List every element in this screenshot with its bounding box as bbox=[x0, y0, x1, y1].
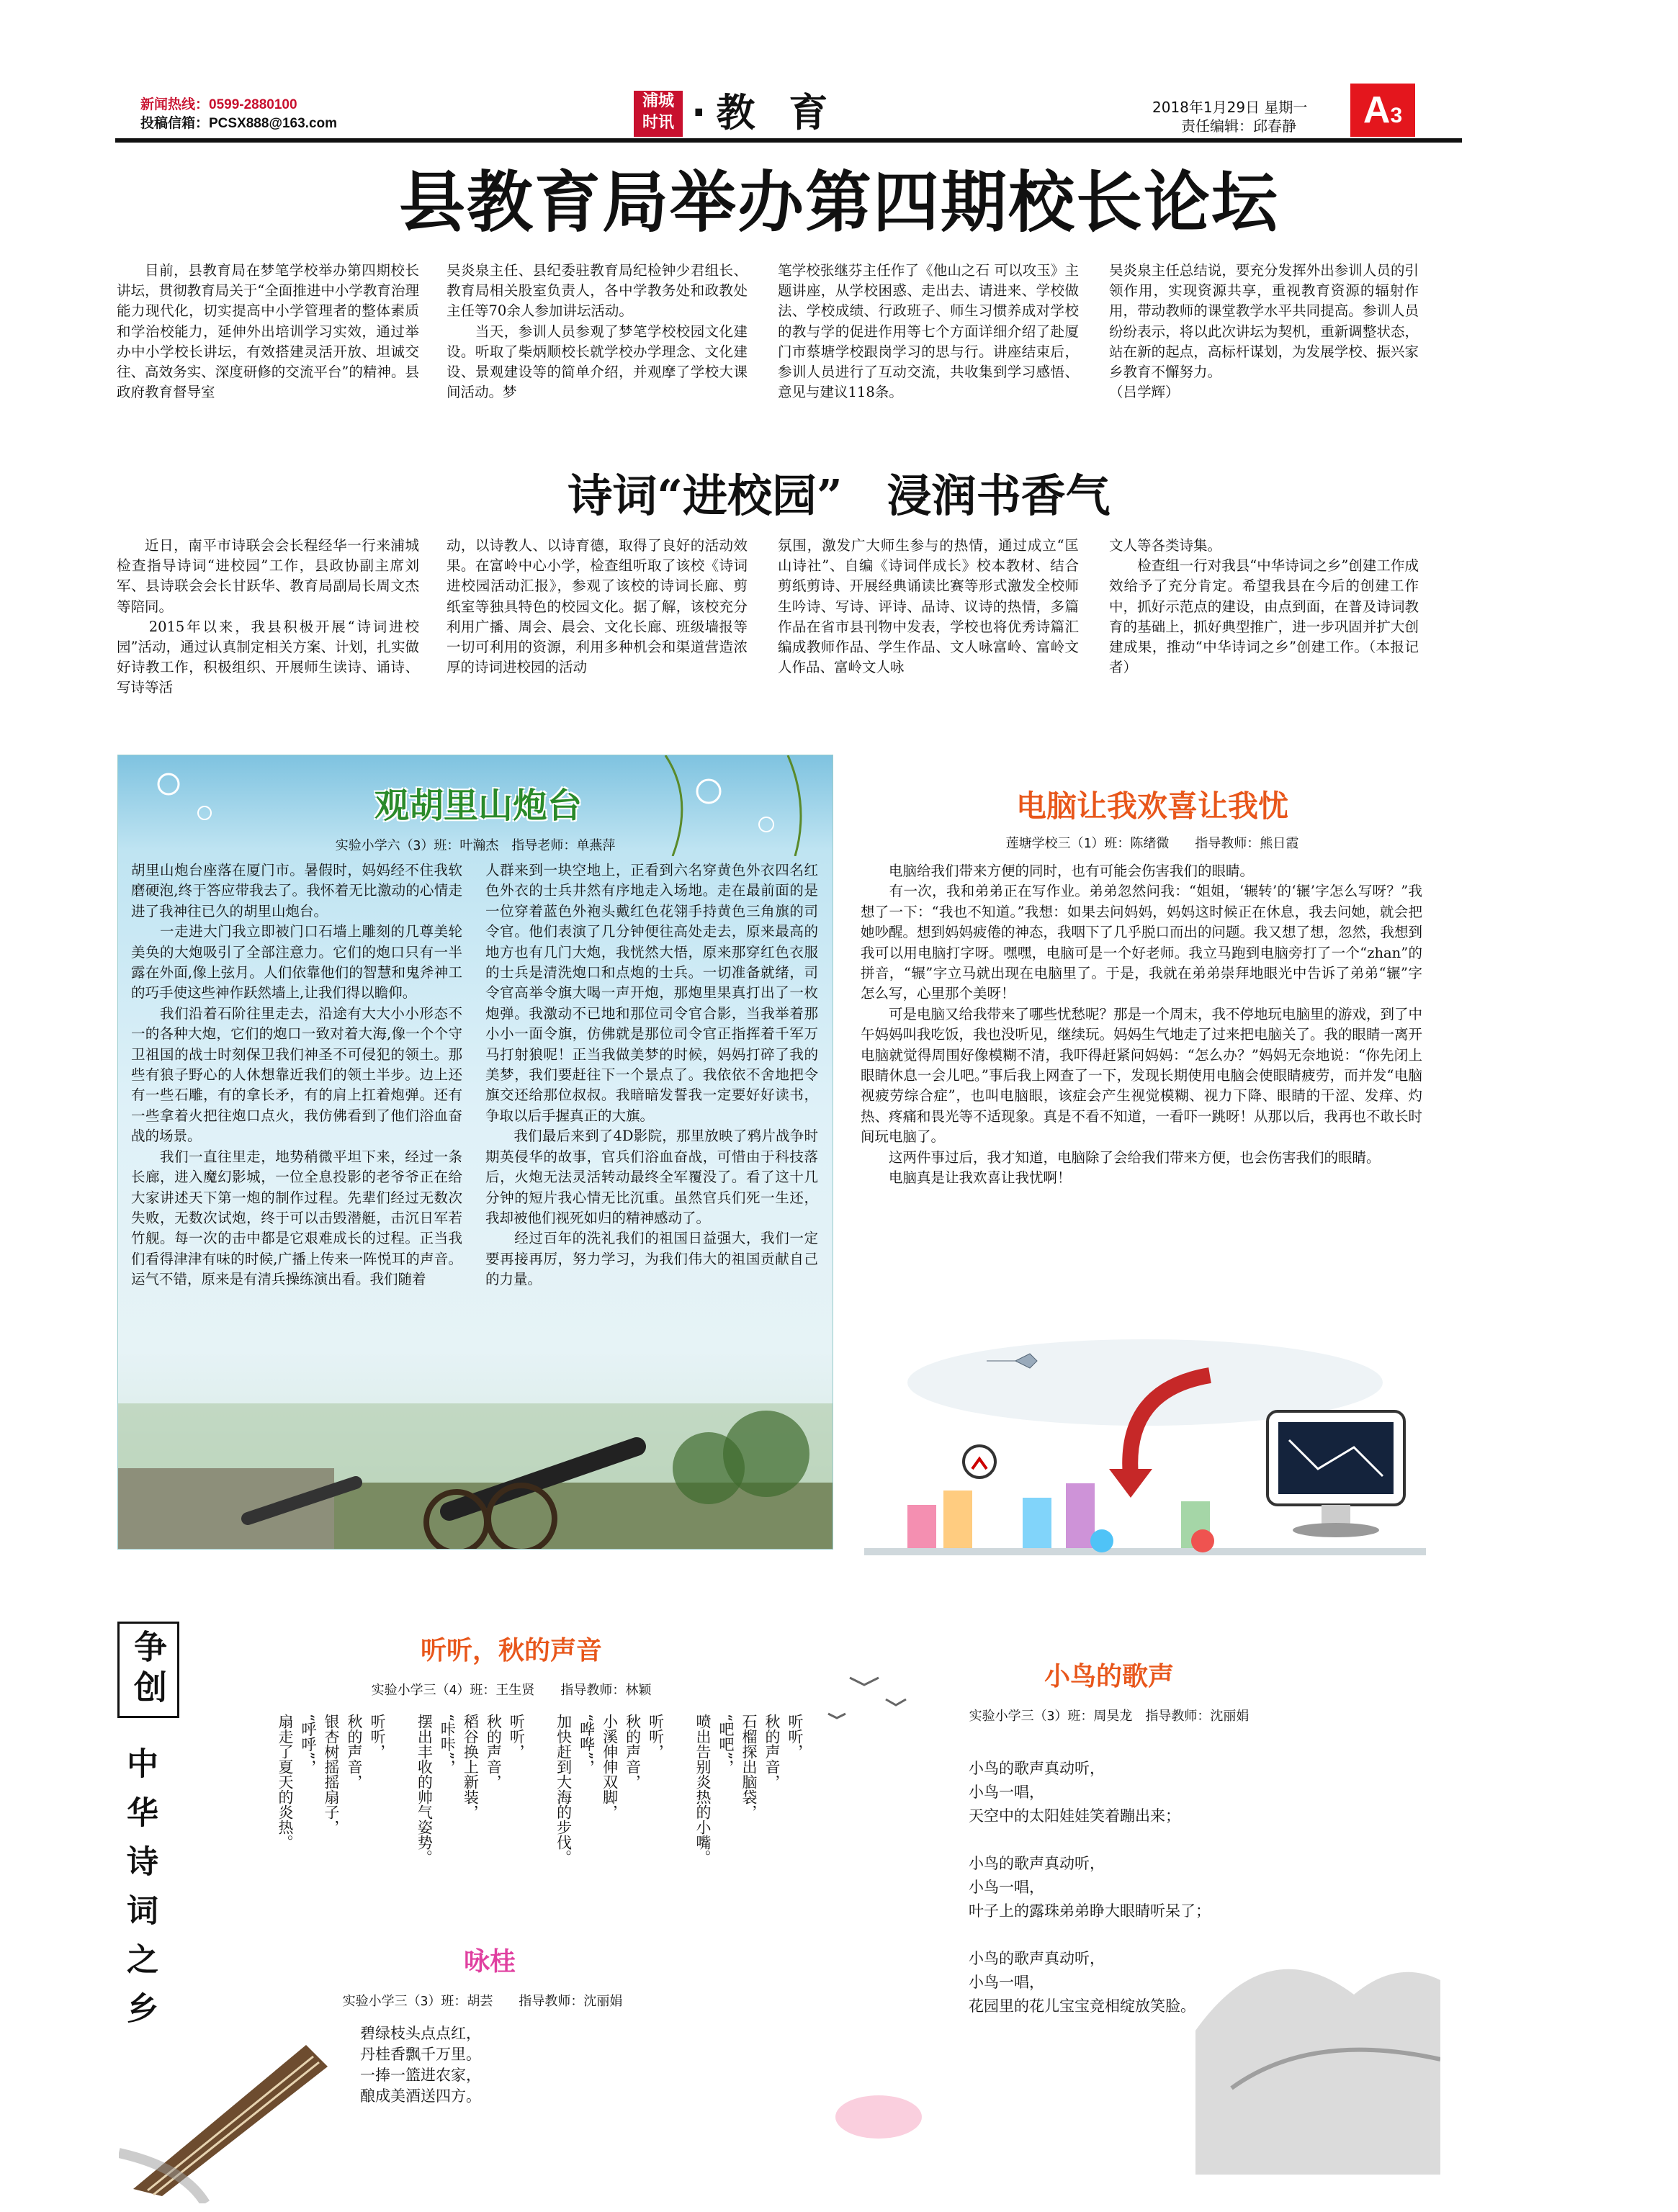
poem2-title: 咏桂 bbox=[463, 1947, 516, 1977]
poem3-byline: 实验小学三（3）班：周昊龙 指导教师：沈丽娟 bbox=[969, 1709, 1249, 1724]
poem1-stanza: 听听， 秋的声音， 小溪伸伸双脚， “哗哗”， 加快赶到大海的步伐。 bbox=[555, 1714, 665, 1865]
submission-email: 投稿信箱：PCSX888@163.com bbox=[140, 116, 338, 131]
story3-col2: 人群来到一块空地上，正看到六名穿黄色外衣四名红色外衣的士兵井然有序地走入场地。走在最前面的是一位穿着蓝色外袍头戴红色花翎手持黄色三角旗的司令官。他们表演了几分钟便往高处走去，原来最高的地方也有几门大炮，我恍然大悟，原来那穿红色衣服的士兵是清洗炮口和点炮的士兵。一切准备就绪，司令官高举令旗大喝一声开炮，那炮里果真打出了一枚炮弹。我激动不已地和那位司令官合影，当我举着那小小一面令旗，仿佛就是那位司令官正指挥着千军万马打射狼呢！正当我做美梦的时候，妈妈打碎了我的美梦，我们要赶往下一个景点了。我依依不舍地把令旗交还给那位叔叔。我暗暗发誓我一定要好好读书，争取以后手握真正的大旗。 我们最后来到了4D影院，那里放映了鸦片战争时期英侵华的故事，官兵们浴血奋战，可惜由于科技落后，火炮无法灵活转动最终全军覆没了。看了这十几分钟的短片我心情无比沉重。虽然官兵们死一生还，我却被他们视死如归的精神感动了。 经过百年的洗礼我们的祖国日益强大，我们一定要再接再厉，努力学习，为我们伟大的祖国贡献自己的力量。 bbox=[485, 862, 818, 1288]
sidebar-label-poetry: 中华诗词之乡 bbox=[121, 1747, 158, 2041]
story3-panel bbox=[117, 755, 833, 1550]
poem2-byline: 实验小学三（3）班：胡芸 指导教师：沈丽娟 bbox=[342, 1994, 623, 2009]
poem1-stanza: 听听， 秋的声音， 银杏树摇摇扇子， “呼呼”， 扇走了夏天的炎热。 bbox=[277, 1714, 386, 1850]
story2-headline: 诗词“进校园” 浸润书香气 bbox=[567, 469, 1111, 522]
sidebar-banner bbox=[117, 1622, 181, 2041]
story2-col1: 近日，南平市诗联会会长程经华一行来浦城检查指导诗词“进校园”工作，县政协副主席刘军、县诗联会会长甘跃华、教育局副局长周文杰等陪同。 2015年以来，我县积极开展“诗词进校园”活动，通过认真制定相关方案、计划，扎实做好诗教工作，积极组织、开展师生读诗、诵诗、写诗等活 bbox=[117, 537, 419, 696]
story1-col3: 笔学校张继芬主任作了《他山之石 可以攻玉》主题讲座，从学校困惑、走出去、请进来、学校做法、学校成绩、行政班子、师生习惯养成对学校的教与学的促进作用等七个方面详细介绍了赴厦门市蔡塘学校跟岗学习的思与行。讲座结束后，参训人员进行了互动交流，共收集到学习感悟、意见与建议118条。 bbox=[778, 262, 1079, 401]
story3-col1: 胡里山炮台座落在厦门市。暑假时，妈妈经不住我软磨硬泡,终于答应带我去了。我怀着无比激动的心情走进了我神往已久的胡里山炮台。 一走进大门我立即被门口石墙上雕刻的几尊美轮美奂的大炮吸引了全部注意力。它们的炮口只有一半露在外面,像上弦月。人们依靠他们的智慧和鬼斧神工的巧手使这些神作跃然墙上,让我们得以瞻仰。 我们沿着石阶往里走去，沿途有大大小小形态不一的各种大炮，它们的炮口一致对着大海,像一个个守卫祖国的战士时刻保卫我们神圣不可侵犯的领土。那些有狼子野心的人休想靠近我们的领土半步。边上还有一些石雕，有的拿长矛，有的肩上扛着炮弹。还有一些拿着火把往炮口点火，我仿佛看到了他们浴血奋战的场景。 我们一直往里走，地势稍微平坦下来，经过一条长廊，进入魔幻影城，一位全息投影的老爷爷正在给大家讲述天下第一炮的制作过程。先辈们经过无数次失败，无数次试炮，终于可以击毁潜艇，击沉日军若竹舰。每一次的击中都是它艰难成长的过程。正当我们看得津津有味的时候,广播上传来一阵悦耳的声音。运气不错，原来是有清兵操练演出看。我们随着 bbox=[131, 862, 462, 1288]
sidebar-label-strive: 争创 bbox=[117, 1622, 179, 1718]
poem2-lines: 碧绿枝头点点红， 丹桂香飘千万里。 一捧一篮进农家， 酿成美酒送四方。 bbox=[360, 2025, 481, 2105]
poem3-title: 小鸟的歌声 bbox=[1044, 1662, 1174, 1691]
story1-headline: 县教育局举办第四期校长论坛 bbox=[398, 164, 1279, 241]
poem1-stanza: 听听， 秋的声音， 稻谷换上新装， “咔咔”， 摆出丰收的帅气姿势。 bbox=[416, 1714, 526, 1865]
section-title: ·教 育 bbox=[691, 90, 838, 135]
poem1-title: 听听，秋的声音 bbox=[420, 1636, 602, 1665]
poem1-stanzas bbox=[274, 1714, 807, 1937]
cannon-photo bbox=[118, 1403, 833, 1549]
story4-body: 电脑给我们带来方便的同时，也有可能会伤害我们的眼睛。 有一次，我和弟弟正在写作业。弟弟忽然问我：“姐姐，‘辗转’的‘辗’字怎么写呀？”我想了一下：“我也不知道。”我想：如果去问妈妈，妈妈这时候正在休息，我去问她，就会把她吵醒。想到妈妈疲倦的神态，我咽下了几乎脱口而出的问题。我又想了想，忽然，我想到我可以用电脑打字呀。嘿嘿，电脑可是一个好老师。我立马跑到电脑旁打了一个“zhan”的拼音，“辗”字立马就出现在电脑里了。于是，我就在弟弟崇拜地眼光中告诉了弟弟“辗”字怎么写，心里那个美呀！ 可是电脑又给我带来了哪些忧愁呢？那是一个周末，我不停地玩电脑里的游戏，到了中午妈妈叫我吃饭，我也没听见，继续玩。妈妈生气地走了过来把电脑关了。我的眼睛一离开电脑就觉得周围好像模糊不清，我吓得赶紧问妈妈：“怎么办？”妈妈无奈地说：“你先闭上眼睛休息一会儿吧。”事后我上网查了一下，发现长期使用电脑会使眼睛疲劳，而并发“电脑视疲劳综合症”，也叫电脑眼，该症会产生视觉模糊、视力下降、眼睛的干涩、发痒、灼热、疼痛和畏光等不适现象。真是不看不知道，一看吓一跳呀！从那以后，我再也不敢长时间玩电脑了。 这两件事过后，我才知道，电脑除了会给我们带来方便，也会伤害我们的眼睛。 电脑真是让我欢喜让我忧啊！ bbox=[861, 863, 1423, 1187]
news-hotline: 新闻热线：0599-2880100 bbox=[140, 97, 297, 112]
issue-date: 2018年1月29日 星期一 bbox=[1152, 99, 1308, 116]
story4-title: 电脑让我欢喜让我忧 bbox=[1015, 788, 1288, 824]
guqin-illustration bbox=[119, 1987, 335, 2203]
header-rule bbox=[115, 138, 1462, 143]
computer-illustration bbox=[864, 1332, 1426, 1570]
page-number-badge: A3 bbox=[1350, 84, 1415, 137]
story4-byline: 莲塘学校三（1）班：陈绪微 指导教师：熊日霞 bbox=[1005, 836, 1299, 851]
poem1-byline: 实验小学三（4）班：王生贤 指导教师：林颖 bbox=[371, 1683, 652, 1698]
story3-title: 观胡里山炮台 bbox=[374, 786, 582, 826]
paper-logo-badge: 浦城 时讯 bbox=[634, 91, 683, 137]
story3-byline: 实验小学六（3）班：叶瀚杰 指导老师：单燕萍 bbox=[335, 838, 616, 853]
story1-col1: 目前，县教育局在梦笔学校举办第四期校长讲坛，贯彻教育局关于“全面推进中小学教育治理能力现代化，切实提高中小学管理者的整体素质和学治校能力，延伸外出培训学习实效，通过举办中小学校长讲坛，有效搭建灵活开放、坦诚交往、高效务实、深度研修的交流平台”的精神。县政府教育督导室 bbox=[117, 262, 419, 401]
editor-credit: 责任编辑：邱春静 bbox=[1181, 117, 1296, 135]
poem3-lines: 小鸟的歌声真动听， 小鸟一唱， 天空中的太阳娃娃笑着蹦出来； 小鸟的歌声真动听， 小鸟一唱， 叶子上的露珠弟弟睁大眼睛听呆了； 小鸟的歌声真动听， 小鸟一唱， 花园里的花儿宝宝竞相绽放笑脸。 bbox=[969, 1760, 1211, 2015]
poem1-stanza: 听听， 秋的声音， 石榴探出脑袋， “吧吧”， 喷出告别炎热的小嘴。 bbox=[694, 1714, 804, 1865]
story2-col4: 文人等各类诗集。 检查组一行对我县“中华诗词之乡”创建工作成效给予了充分肯定。希望我县在今后的创建工作中，抓好示范点的建设，由点到面，在普及诗词教育的基础上，抓好典型推广，进一步巩固并扩大创建成果，推动“中华诗词之乡”创建工作。（本报记者） bbox=[1109, 537, 1419, 676]
story2-col2: 动，以诗教人、以诗育德，取得了良好的活动效果。在富岭中心小学，检查组听取了该校《诗词进校园活动汇报》，参观了该校的诗词长廊、剪纸室等独具特色的校园文化。据了解，该校充分利用广播、周会、晨会、文化长廊、班级墙报等一切可利用的资源，利用多种机会和渠道营造浓厚的诗词进校园的活动 bbox=[447, 537, 748, 676]
story2-col3: 氛围，激发广大师生参与的热情，通过成立“匡山诗社”、自编《诗词伴成长》校本教材、结合剪纸剪诗、开展经典诵读比赛等形式激发全校师生吟诗、写诗、评诗、品诗、议诗的热情，多篇作品在省市县刊物中发表，学校也将优秀诗篇汇编成教师作品、学生作品、文人咏富岭、富岭文人作品、富岭文人咏 bbox=[778, 537, 1079, 676]
story1-col2: 吴炎泉主任、县纪委驻教育局纪检钟少君组长、教育局相关股室负责人，各中学教务处和政教处主任等70余人参加讲坛活动。 当天，参训人员参观了梦笔学校校园文化建设。听取了柴炳顺校长就学校办学理念、文化建设、景观建设等的简单介绍，并观摩了学校大课间活动。梦 bbox=[447, 262, 748, 401]
story1-col4: 吴炎泉主任总结说，要充分发挥外出参训人员的引领作用，实现资源共享，重视教育资源的辐射作用，带动教师的课堂教学水平共同提高。参训人员纷纷表示，将以此次讲坛为契机，重新调整状态，站在新的起点，高标杆谋划，为发展学校、振兴家乡教育不懈努力。 （吕学辉） bbox=[1109, 262, 1419, 401]
